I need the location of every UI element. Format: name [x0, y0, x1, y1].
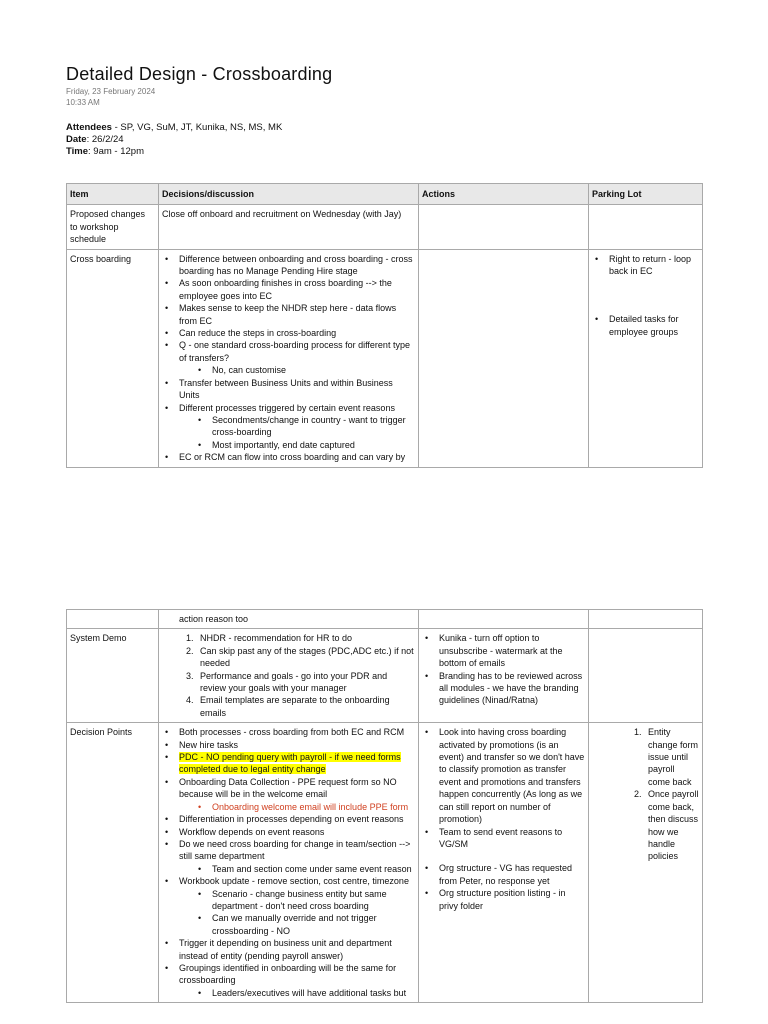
attendees-label: Attendees [66, 122, 112, 133]
header-decisions: Decisions/discussion [159, 184, 419, 205]
list-item [179, 875, 415, 937]
table-header-row [67, 184, 703, 205]
attendees-value: - SP, VG, SuM, JT, Kunika, NS, MS, MK [111, 122, 283, 133]
list-item-text: Workbook update - remove section, cost centre, timezone [179, 876, 409, 887]
row-item: Cross boarding [67, 249, 159, 467]
list-item: • Team to send event reasons to VG/SM [439, 826, 585, 851]
list-item-red: • Onboarding welcome email will include PPE form [212, 801, 415, 813]
list-item-text: Q - one standard cross-boarding process for different type of transfers? [179, 340, 410, 363]
decision-list [162, 726, 415, 999]
list-item: • New hire tasks [179, 739, 415, 751]
spacer [609, 277, 699, 313]
list-item: • EC or RCM can flow into cross boarding and can vary by [179, 451, 415, 463]
spacer [439, 850, 585, 862]
table-row [67, 610, 703, 629]
row-item: Proposed changes to workshop schedule [67, 205, 159, 249]
list-item: • Branding has to be reviewed across all modules - we have the branding guidelines (Ninad/Ratna) [439, 670, 585, 707]
highlighted-text: PDC - NO pending query with payroll - if we need forms completed due to legal entity change [179, 752, 401, 775]
row-decisions [159, 723, 419, 1003]
table-row [67, 723, 703, 1003]
list-item: • Makes sense to keep the NHDR step here - data flows from EC [179, 302, 415, 327]
date-line [66, 134, 124, 145]
list-item: • Look into having cross boarding activated by promotions (is an event) and transfer so we don't have to classify promotion as transfer event and promotions and transfers happen concurrently (As long as we can still report on number of promotion) [439, 726, 585, 825]
list-item: • Team and section come under same event reason [212, 863, 415, 875]
notes-table-part1 [66, 183, 703, 468]
sub-list [179, 863, 415, 875]
sub-list [179, 888, 415, 938]
sub-list [179, 414, 415, 451]
row-decisions: action reason too [159, 610, 419, 629]
sub-list [179, 364, 415, 376]
row-decisions [159, 249, 419, 467]
table-row [67, 249, 703, 467]
list-item: • Trigger it depending on business unit and department instead of entity (pending payroll answer) [179, 937, 415, 962]
header-actions: Actions [419, 184, 589, 205]
list-item: • Both processes - cross boarding from both EC and RCM [179, 726, 415, 738]
list-item: • Right to return - loop back in EC [609, 253, 699, 278]
parking-list [592, 726, 699, 862]
time-line [66, 146, 144, 157]
list-item: • Leaders/executives will have additional tasks but [212, 987, 415, 999]
table-row [67, 205, 703, 249]
list-item: • Can reduce the steps in cross-boarding [179, 327, 415, 339]
attendees-line [66, 122, 282, 133]
list-item [179, 776, 415, 813]
list-item: • Can we manually override and not trigger crossboarding - NO [212, 912, 415, 937]
list-item: • Most importantly, end date captured [212, 439, 415, 451]
list-item: • Transfer between Business Units and within Business Units [179, 377, 415, 402]
row-item: System Demo [67, 629, 159, 723]
sub-list [179, 801, 415, 813]
list-item: • No, can customise [212, 364, 415, 376]
list-item: 1. Entity change form issue until payroll come back [644, 726, 699, 788]
notes-table-part2 [66, 609, 703, 1003]
row-item [67, 610, 159, 629]
row-actions [419, 249, 589, 467]
page-title: Detailed Design - Crossboarding [66, 64, 333, 84]
action-list [422, 632, 585, 706]
list-item: • As soon onboarding finishes in cross boarding --> the employee goes into EC [179, 277, 415, 302]
sub-list [179, 987, 415, 999]
page-time: 10:33 AM [66, 98, 100, 107]
list-item: 2. Can skip past any of the stages (PDC,ADC etc.) if not needed [196, 645, 415, 670]
list-item: • Org structure position listing - in privy folder [439, 887, 585, 912]
parking-list [592, 253, 699, 339]
action-list [422, 726, 585, 912]
table-row [67, 629, 703, 723]
time-value: : 9am - 12pm [88, 146, 144, 157]
row-decisions: Close off onboard and recruitment on Wednesday (with Jay) [159, 205, 419, 249]
list-item: • Kunika - turn off option to unsubscribe - watermark at the bottom of emails [439, 632, 585, 669]
row-actions [419, 205, 589, 249]
row-parking [589, 205, 703, 249]
list-item-text: Do we need cross boarding for change in team/section --> still same department [179, 838, 411, 862]
page-date: Friday, 23 February 2024 [66, 87, 156, 96]
list-item: 4. Email templates are separate to the onboarding emails [196, 694, 415, 719]
list-item: • Differentiation in processes depending on event reasons [179, 813, 415, 825]
row-actions [419, 610, 589, 629]
row-parking [589, 610, 703, 629]
list-item [179, 751, 415, 776]
time-label: Time [66, 146, 89, 157]
list-item-text: Groupings identified in onboarding will be the same for crossboarding [179, 962, 397, 986]
row-actions [419, 723, 589, 1003]
list-item [179, 838, 415, 875]
row-item: Decision Points [67, 723, 159, 1003]
list-item: • Scenario - change business entity but same department - don't need cross boarding [212, 888, 415, 913]
list-item: 1. NHDR - recommendation for HR to do [196, 632, 415, 644]
header-parking-lot: Parking Lot [589, 184, 703, 205]
date-label: Date [66, 134, 87, 145]
row-actions [419, 629, 589, 723]
row-decisions [159, 629, 419, 723]
date-value: : 26/2/24 [86, 134, 124, 145]
list-item: • Difference between onboarding and cross boarding - cross boarding has no Manage Pending Hire stage [179, 253, 415, 278]
list-item: • Workflow depends on event reasons [179, 826, 415, 838]
list-item [179, 402, 415, 452]
row-parking [589, 723, 703, 1003]
demo-list [162, 632, 415, 719]
row-parking [589, 629, 703, 723]
list-item-text: Onboarding Data Collection - PPE request form so NO because will be in the welcome email [179, 776, 397, 800]
list-item: • Org structure - VG has requested from Peter, no response yet [439, 862, 585, 887]
list-item-text: Different processes triggered by certain event reasons [179, 402, 395, 413]
decision-list [162, 253, 415, 464]
row-parking [589, 249, 703, 467]
list-item: 2. Once payroll come back, then discuss how we handle policies [644, 788, 699, 862]
list-item [179, 962, 415, 999]
list-item: • Secondments/change in country - want to trigger cross-boarding [212, 414, 415, 439]
list-item [179, 339, 415, 376]
list-item: 3. Performance and goals - go into your PDR and review your goals with your manager [196, 670, 415, 695]
list-item: • Detailed tasks for employee groups [609, 313, 699, 338]
header-item: Item [67, 184, 159, 205]
